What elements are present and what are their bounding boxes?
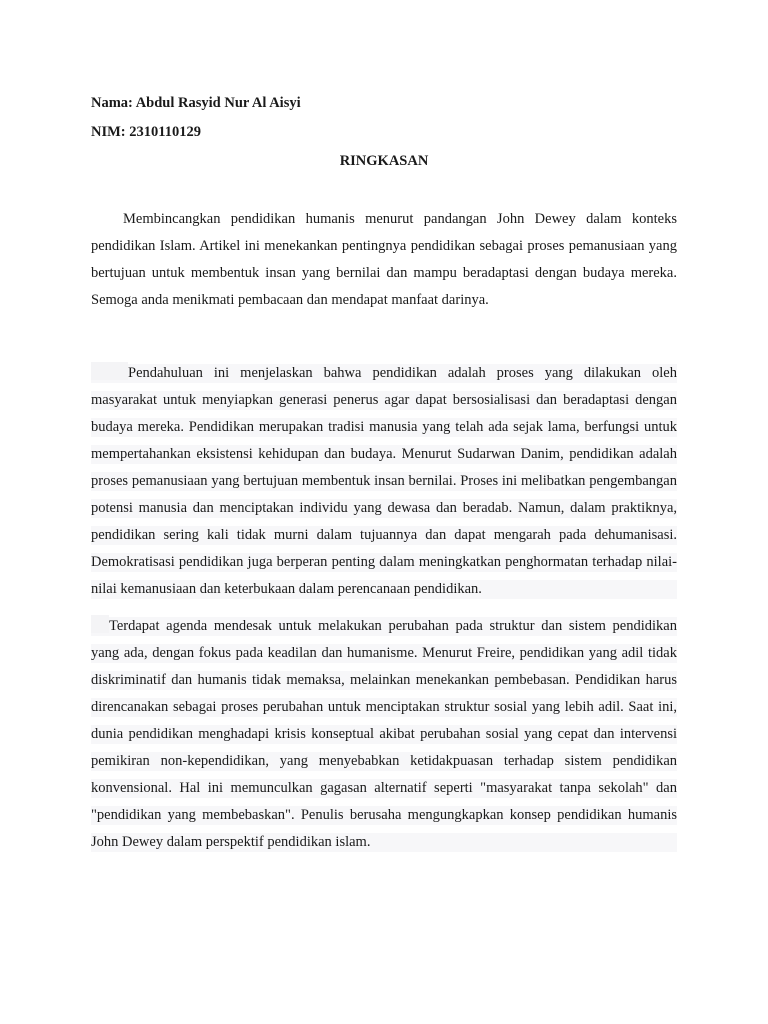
summary-paragraph-text: Membincangkan pendidikan humanis menurut pandangan John Dewey dalam konteks pendidikan Islam. Artikel ini menekankan pentingnya pendidikan sebagai proses pemanusiaan yang bertujuan untuk membentuk insan yang bernilai dan mampu beradaptasi dengan budaya mereka. Semoga anda menikmati pembacaan dan mendapat manfaat darinya. bbox=[91, 211, 677, 308]
document-body bbox=[91, 90, 677, 856]
student-id: NIM: 2310110129 bbox=[91, 124, 201, 140]
agenda-paragraph bbox=[91, 613, 677, 856]
introduction-paragraph-text: Pendahuluan ini menjelaskan bahwa pendidikan adalah proses yang dilakukan oleh masyarakat untuk menyiapkan generasi penerus agar dapat bersosialisasi dan beradaptasi dengan budaya mereka. Pendidikan merupakan tradisi manusia yang telah ada sejak lama, berfungsi untuk mempertahankan eksistensi kehidupan dan budaya. Menurut Sudarwan Danim, pendidikan adalah proses pemanusiaan yang bertujuan membentuk insan bernilai. Proses ini melibatkan pengembangan potensi manusia dan menciptakan individu yang dewasa dan beradab. Namun, dalam praktiknya, pendidikan sering kali tidak murni dalam tujuannya dan dapat mengarah pada dehumanisasi. Demokratisasi pendidikan juga berperan penting dalam meningkatkan penghormatan terhadap nilai-nilai kemanusiaan dan keterbukaan dalam perencanaan pendidikan. bbox=[91, 365, 677, 597]
paragraph-indent bbox=[91, 362, 128, 380]
paragraph-indent bbox=[91, 615, 109, 633]
document-title: RINGKASAN bbox=[339, 153, 429, 169]
summary-paragraph bbox=[91, 206, 677, 314]
introduction-paragraph bbox=[91, 360, 677, 603]
author-name: Nama: Abdul Rasyid Nur Al Aisyi bbox=[91, 95, 301, 111]
agenda-paragraph-text: Terdapat agenda mendesak untuk melakukan perubahan pada struktur dan sistem pendidikan yang ada, dengan fokus pada keadilan dan humanisme. Menurut Freire, pendidikan yang adil tidak diskriminatif dan humanis tidak memaksa, melainkan menekankan pembebasan. Pendidikan harus direncanakan sebagai proses perubahan untuk menciptakan struktur sosial yang lebih adil. Saat ini, dunia pendidikan menghadapi krisis konseptual akibat perubahan sosial yang cepat dan intervensi pemikiran non-kependidikan, yang menyebabkan ketidakpuasan terhadap sistem pendidikan konvensional. Hal ini memunculkan gagasan alternatif seperti "masyarakat tanpa sekolah" dan "pendidikan yang membebaskan". Penulis berusaha mengungkapkan konsep pendidikan humanis John Dewey dalam perspektif pendidikan islam. bbox=[91, 618, 677, 850]
